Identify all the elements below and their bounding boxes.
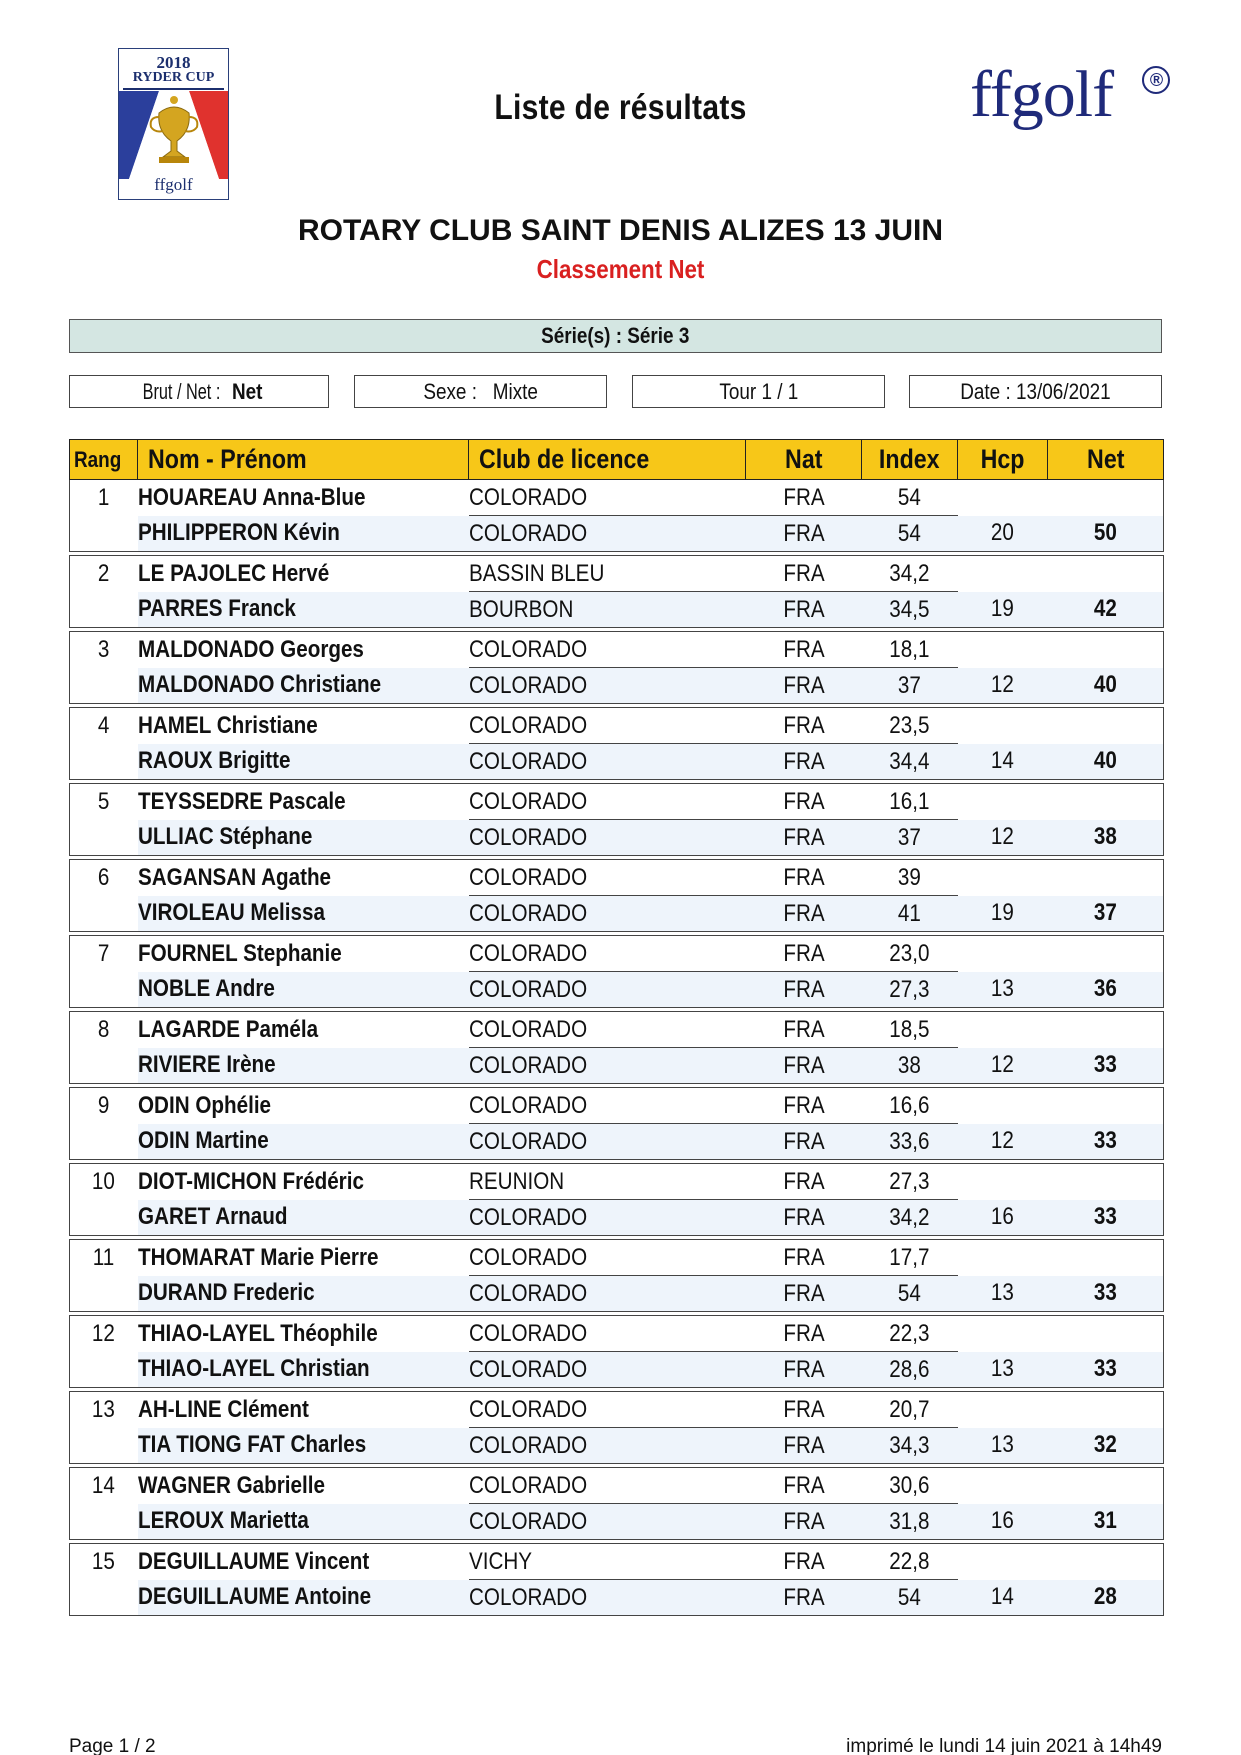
player-index: 22,8 <box>862 1544 958 1580</box>
table-row <box>70 708 1164 744</box>
serie-label: Série(s) : Série 3 <box>541 323 690 348</box>
table-row <box>70 556 1164 592</box>
brutnet-value: Net <box>231 379 263 404</box>
player-index: 54 <box>862 1580 958 1616</box>
hcp-cell-empty <box>958 632 1048 668</box>
page-title: Liste de résultats <box>494 88 747 127</box>
team-net: 32 <box>1048 1428 1164 1464</box>
player-club: COLORADO <box>469 1276 746 1312</box>
team-hcp: 14 <box>958 1580 1048 1616</box>
team-net: 40 <box>1048 668 1164 704</box>
net-cell-empty <box>1048 1468 1164 1504</box>
player-index: 34,2 <box>862 556 958 592</box>
team-hcp: 12 <box>958 668 1048 704</box>
net-cell-empty <box>1048 480 1164 516</box>
table-row <box>70 1048 1164 1084</box>
player-index: 20,7 <box>862 1392 958 1428</box>
player-index: 28,6 <box>862 1352 958 1388</box>
player-club: COLORADO <box>469 1200 746 1236</box>
sexe-label: Sexe : Mixte <box>423 379 538 404</box>
print-date: imprimé le lundi 14 juin 2021 à 14h49 <box>846 1736 1162 1755</box>
rank-cell-empty <box>70 516 138 552</box>
player-name: FOURNEL Stephanie <box>138 936 469 972</box>
team-hcp: 19 <box>958 592 1048 628</box>
hcp-cell-empty <box>958 784 1048 820</box>
team-net: 33 <box>1048 1276 1164 1312</box>
header-nat: Nat <box>746 440 862 480</box>
table-row <box>70 896 1164 932</box>
player-club: COLORADO <box>469 1580 746 1616</box>
player-nat: FRA <box>746 784 862 820</box>
rank-cell: 6 <box>70 860 138 896</box>
player-nat: FRA <box>746 1048 862 1084</box>
player-index: 18,1 <box>862 632 958 668</box>
hcp-cell-empty <box>958 1012 1048 1048</box>
player-club: BOURBON <box>469 592 746 628</box>
hcp-cell-empty <box>958 936 1048 972</box>
team-hcp: 19 <box>958 896 1048 932</box>
player-nat: FRA <box>746 1316 862 1352</box>
net-cell-empty <box>1048 1088 1164 1124</box>
player-club: COLORADO <box>469 1392 746 1428</box>
team-hcp: 13 <box>958 1276 1048 1312</box>
player-name: THOMARAT Marie Pierre <box>138 1240 469 1276</box>
hcp-cell-empty <box>958 1240 1048 1276</box>
table-row <box>70 820 1164 856</box>
player-name: ODIN Ophélie <box>138 1088 469 1124</box>
player-club: COLORADO <box>469 480 746 516</box>
player-nat: FRA <box>746 1240 862 1276</box>
rank-cell: 14 <box>70 1468 138 1504</box>
team-net: 50 <box>1048 516 1164 552</box>
player-nat: FRA <box>746 480 862 516</box>
team-hcp: 16 <box>958 1200 1048 1236</box>
page-number: Page 1 / 2 <box>69 1736 156 1755</box>
date-box <box>909 375 1162 408</box>
net-cell-empty <box>1048 1164 1164 1200</box>
player-name: DEGUILLAUME Antoine <box>138 1580 469 1616</box>
player-club: COLORADO <box>469 632 746 668</box>
player-nat: FRA <box>746 592 862 628</box>
team-hcp: 13 <box>958 1352 1048 1388</box>
player-club: COLORADO <box>469 936 746 972</box>
table-row <box>70 1352 1164 1388</box>
player-club: COLORADO <box>469 1012 746 1048</box>
net-cell-empty <box>1048 1316 1164 1352</box>
ffgolf-logo-text: ffgolf <box>970 58 1114 131</box>
table-row <box>70 1468 1164 1504</box>
player-index: 34,4 <box>862 744 958 780</box>
rank-cell: 4 <box>70 708 138 744</box>
player-club: COLORADO <box>469 972 746 1008</box>
team-hcp: 13 <box>958 1428 1048 1464</box>
player-index: 34,3 <box>862 1428 958 1464</box>
player-nat: FRA <box>746 972 862 1008</box>
player-index: 34,2 <box>862 1200 958 1236</box>
rank-cell: 10 <box>70 1164 138 1200</box>
rank-cell: 7 <box>70 936 138 972</box>
team-net: 40 <box>1048 744 1164 780</box>
ryder-logo-name: RYDER CUP <box>123 71 224 90</box>
player-name: THIAO-LAYEL Christian <box>138 1352 469 1388</box>
player-index: 16,1 <box>862 784 958 820</box>
player-name: TIA TIONG FAT Charles <box>138 1428 469 1464</box>
rank-cell: 2 <box>70 556 138 592</box>
rank-cell-empty <box>70 1504 138 1540</box>
player-index: 17,7 <box>862 1240 958 1276</box>
rank-cell: 12 <box>70 1316 138 1352</box>
team-hcp: 12 <box>958 1124 1048 1160</box>
rank-cell-empty <box>70 1352 138 1388</box>
table-row <box>70 1012 1164 1048</box>
results-body <box>70 480 1164 1616</box>
player-index: 38 <box>862 1048 958 1084</box>
header-net: Net <box>1048 440 1164 480</box>
rank-cell-empty <box>70 668 138 704</box>
player-nat: FRA <box>746 896 862 932</box>
header-index: Index <box>862 440 958 480</box>
rank-cell-empty <box>70 592 138 628</box>
player-club: BASSIN BLEU <box>469 556 746 592</box>
player-nat: FRA <box>746 1392 862 1428</box>
player-name: DEGUILLAUME Vincent <box>138 1544 469 1580</box>
table-row <box>70 744 1164 780</box>
serie-bar <box>69 319 1162 353</box>
player-nat: FRA <box>746 632 862 668</box>
net-cell-empty <box>1048 936 1164 972</box>
team-net: 33 <box>1048 1124 1164 1160</box>
table-row <box>70 1392 1164 1428</box>
rank-cell: 1 <box>70 480 138 516</box>
player-name: GARET Arnaud <box>138 1200 469 1236</box>
rank-cell-empty <box>70 896 138 932</box>
team-hcp: 14 <box>958 744 1048 780</box>
player-nat: FRA <box>746 936 862 972</box>
event-title: ROTARY CLUB SAINT DENIS ALIZES 13 JUIN <box>297 214 944 247</box>
hcp-cell-empty <box>958 1544 1048 1580</box>
table-header-row <box>70 440 1164 480</box>
player-name: MALDONADO Christiane <box>138 668 469 704</box>
rank-cell-empty <box>70 1276 138 1312</box>
player-club: VICHY <box>469 1544 746 1580</box>
player-name: RIVIERE Irène <box>138 1048 469 1084</box>
player-name: ODIN Martine <box>138 1124 469 1160</box>
table-row <box>70 1544 1164 1580</box>
rank-cell-empty <box>70 1428 138 1464</box>
ryder-logo-year: 2018 <box>156 53 191 72</box>
hcp-cell-empty <box>958 1316 1048 1352</box>
player-nat: FRA <box>746 1012 862 1048</box>
table-row <box>70 1088 1164 1124</box>
ffgolf-logo <box>970 58 1163 131</box>
net-cell-empty <box>1048 1392 1164 1428</box>
rank-cell: 15 <box>70 1544 138 1580</box>
ffgolf-registered-icon: ® <box>1142 66 1170 94</box>
player-nat: FRA <box>746 1504 862 1540</box>
player-index: 41 <box>862 896 958 932</box>
player-name: DIOT-MICHON Frédéric <box>138 1164 469 1200</box>
player-nat: FRA <box>746 744 862 780</box>
player-index: 16,6 <box>862 1088 958 1124</box>
player-club: COLORADO <box>469 1504 746 1540</box>
player-club: COLORADO <box>469 1240 746 1276</box>
player-name: AH-LINE Clément <box>138 1392 469 1428</box>
hcp-cell-empty <box>958 860 1048 896</box>
player-club: COLORADO <box>469 668 746 704</box>
team-net: 37 <box>1048 896 1164 932</box>
player-index: 22,3 <box>862 1316 958 1352</box>
brutnet-box <box>69 375 329 408</box>
player-club: COLORADO <box>469 784 746 820</box>
rank-cell-empty <box>70 1580 138 1616</box>
sexe-box <box>354 375 607 408</box>
rank-cell-empty <box>70 972 138 1008</box>
hcp-cell-empty <box>958 1392 1048 1428</box>
table-row <box>70 1164 1164 1200</box>
rank-cell-empty <box>70 1124 138 1160</box>
team-net: 33 <box>1048 1200 1164 1236</box>
player-name: LE PAJOLEC Hervé <box>138 556 469 592</box>
player-club: COLORADO <box>469 820 746 856</box>
rank-cell: 9 <box>70 1088 138 1124</box>
player-index: 30,6 <box>862 1468 958 1504</box>
hcp-cell-empty <box>958 1468 1048 1504</box>
player-index: 54 <box>862 1276 958 1312</box>
rank-cell: 3 <box>70 632 138 668</box>
header-name: Nom - Prénom <box>138 440 469 480</box>
tour-label: Tour 1 / 1 <box>719 379 798 404</box>
table-row <box>70 592 1164 628</box>
player-name: HAMEL Christiane <box>138 708 469 744</box>
player-club: COLORADO <box>469 1088 746 1124</box>
net-cell-empty <box>1048 860 1164 896</box>
player-index: 23,0 <box>862 936 958 972</box>
table-row <box>70 1200 1164 1236</box>
player-index: 27,3 <box>862 1164 958 1200</box>
team-hcp: 12 <box>958 1048 1048 1084</box>
header-club: Club de licence <box>469 440 746 480</box>
rank-cell: 8 <box>70 1012 138 1048</box>
team-hcp: 20 <box>958 516 1048 552</box>
table-row <box>70 668 1164 704</box>
player-name: RAOUX Brigitte <box>138 744 469 780</box>
player-name: THIAO-LAYEL Théophile <box>138 1316 469 1352</box>
player-club: COLORADO <box>469 860 746 896</box>
brutnet-label: Brut / Net : <box>142 379 221 404</box>
player-nat: FRA <box>746 820 862 856</box>
player-name: DURAND Frederic <box>138 1276 469 1312</box>
player-nat: FRA <box>746 860 862 896</box>
player-name: ULLIAC Stéphane <box>138 820 469 856</box>
player-name: PARRES Franck <box>138 592 469 628</box>
player-name: NOBLE Andre <box>138 972 469 1008</box>
player-nat: FRA <box>746 668 862 704</box>
player-nat: FRA <box>746 1544 862 1580</box>
player-nat: FRA <box>746 1088 862 1124</box>
player-nat: FRA <box>746 1580 862 1616</box>
player-index: 37 <box>862 668 958 704</box>
player-index: 37 <box>862 820 958 856</box>
player-nat: FRA <box>746 1276 862 1312</box>
player-club: COLORADO <box>469 708 746 744</box>
player-name: LEROUX Marietta <box>138 1504 469 1540</box>
rank-cell: 11 <box>70 1240 138 1276</box>
net-cell-empty <box>1048 632 1164 668</box>
player-nat: FRA <box>746 1124 862 1160</box>
table-row <box>70 1276 1164 1312</box>
player-name: LAGARDE Paméla <box>138 1012 469 1048</box>
table-row <box>70 1428 1164 1464</box>
rank-cell: 5 <box>70 784 138 820</box>
player-name: MALDONADO Georges <box>138 632 469 668</box>
table-row <box>70 1240 1164 1276</box>
table-row <box>70 1504 1164 1540</box>
player-name: VIROLEAU Melissa <box>138 896 469 932</box>
player-club: COLORADO <box>469 1048 746 1084</box>
header-rang: Rang <box>70 440 138 480</box>
player-name: TEYSSEDRE Pascale <box>138 784 469 820</box>
team-net: 31 <box>1048 1504 1164 1540</box>
table-row <box>70 516 1164 552</box>
player-name: SAGANSAN Agathe <box>138 860 469 896</box>
table-row <box>70 784 1164 820</box>
player-name: WAGNER Gabrielle <box>138 1468 469 1504</box>
player-club: COLORADO <box>469 896 746 932</box>
player-nat: FRA <box>746 708 862 744</box>
player-club: COLORADO <box>469 1316 746 1352</box>
table-row <box>70 632 1164 668</box>
team-hcp: 13 <box>958 972 1048 1008</box>
player-index: 18,5 <box>862 1012 958 1048</box>
hcp-cell-empty <box>958 708 1048 744</box>
player-nat: FRA <box>746 1428 862 1464</box>
player-nat: FRA <box>746 1352 862 1388</box>
player-index: 39 <box>862 860 958 896</box>
player-nat: FRA <box>746 1200 862 1236</box>
player-club: COLORADO <box>469 1468 746 1504</box>
team-net: 28 <box>1048 1580 1164 1616</box>
hcp-cell-empty <box>958 1088 1048 1124</box>
player-name: PHILIPPERON Kévin <box>138 516 469 552</box>
player-nat: FRA <box>746 556 862 592</box>
team-hcp: 12 <box>958 820 1048 856</box>
player-club: COLORADO <box>469 1352 746 1388</box>
rank-cell-empty <box>70 820 138 856</box>
player-index: 23,5 <box>862 708 958 744</box>
team-net: 42 <box>1048 592 1164 628</box>
header-hcp: Hcp <box>958 440 1048 480</box>
table-row <box>70 480 1164 516</box>
table-row <box>70 1124 1164 1160</box>
classement-subtitle: Classement Net <box>536 254 705 284</box>
net-cell-empty <box>1048 1240 1164 1276</box>
player-club: COLORADO <box>469 744 746 780</box>
player-index: 54 <box>862 480 958 516</box>
table-row <box>70 1580 1164 1616</box>
table-row <box>70 860 1164 896</box>
date-label: Date : 13/06/2021 <box>960 379 1111 404</box>
rank-cell-empty <box>70 1048 138 1084</box>
team-net: 33 <box>1048 1352 1164 1388</box>
player-name: HOUAREAU Anna-Blue <box>138 480 469 516</box>
player-index: 54 <box>862 516 958 552</box>
rank-cell-empty <box>70 1200 138 1236</box>
player-nat: FRA <box>746 1468 862 1504</box>
player-index: 34,5 <box>862 592 958 628</box>
team-net: 33 <box>1048 1048 1164 1084</box>
table-row <box>70 936 1164 972</box>
hcp-cell-empty <box>958 556 1048 592</box>
hcp-cell-empty <box>958 480 1048 516</box>
net-cell-empty <box>1048 784 1164 820</box>
rank-cell-empty <box>70 744 138 780</box>
net-cell-empty <box>1048 556 1164 592</box>
player-nat: FRA <box>746 516 862 552</box>
player-club: COLORADO <box>469 1124 746 1160</box>
player-club: REUNION <box>469 1164 746 1200</box>
player-index: 31,8 <box>862 1504 958 1540</box>
ryder-logo-federation: ffgolf <box>154 175 193 194</box>
hcp-cell-empty <box>958 1164 1048 1200</box>
net-cell-empty <box>1048 1544 1164 1580</box>
tour-box <box>632 375 885 408</box>
team-net: 36 <box>1048 972 1164 1008</box>
table-row <box>70 1316 1164 1352</box>
net-cell-empty <box>1048 708 1164 744</box>
rank-cell: 13 <box>70 1392 138 1428</box>
player-index: 27,3 <box>862 972 958 1008</box>
player-club: COLORADO <box>469 1428 746 1464</box>
net-cell-empty <box>1048 1012 1164 1048</box>
team-net: 38 <box>1048 820 1164 856</box>
player-club: COLORADO <box>469 516 746 552</box>
player-index: 33,6 <box>862 1124 958 1160</box>
table-row <box>70 972 1164 1008</box>
team-hcp: 16 <box>958 1504 1048 1540</box>
results-table <box>69 439 1164 1616</box>
player-nat: FRA <box>746 1164 862 1200</box>
